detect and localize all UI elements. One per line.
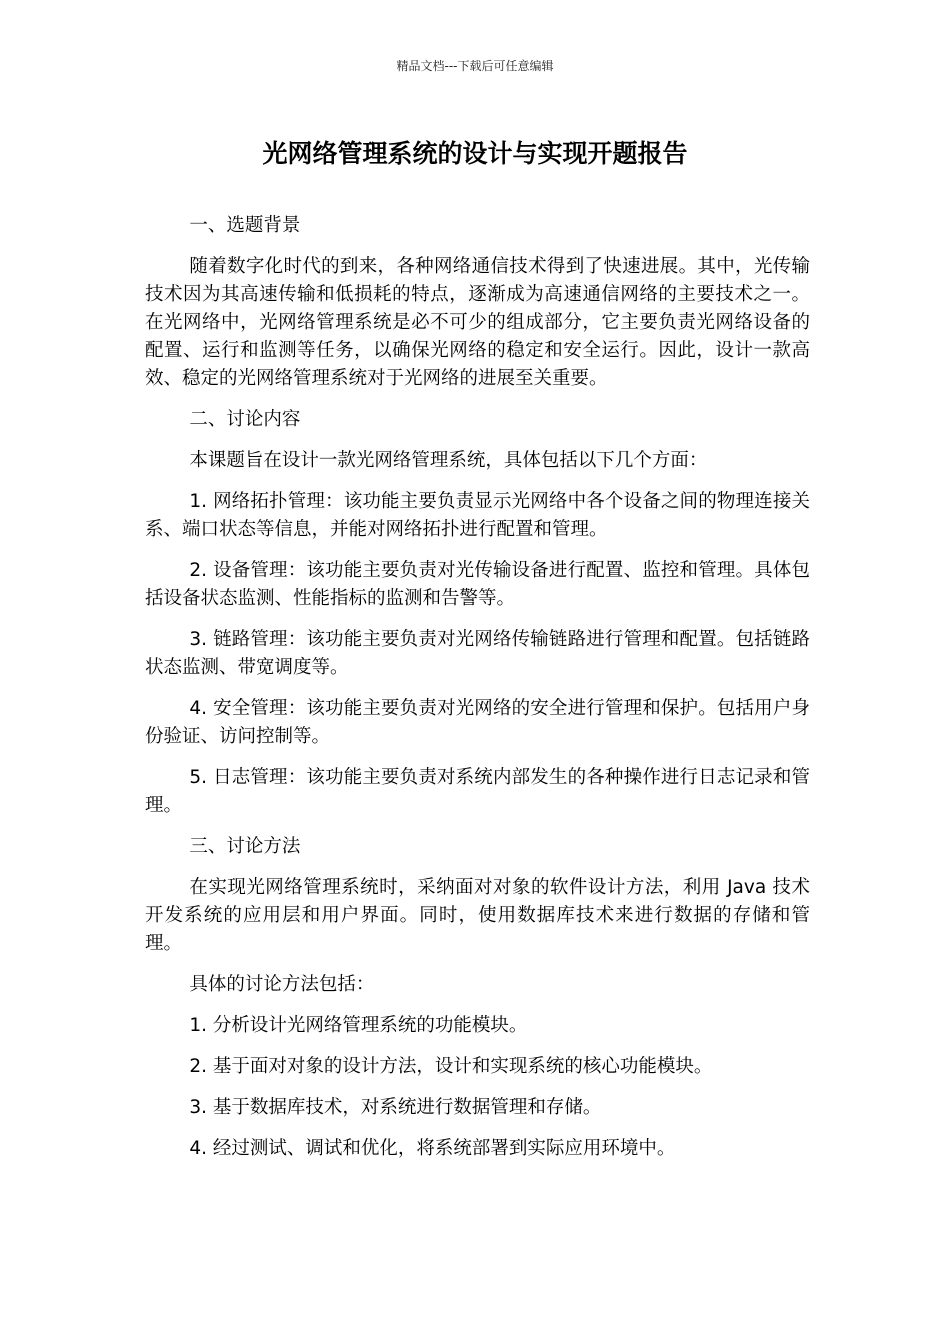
list-item-device-management: 2. 设备管理：该功能主要负责对光传输设备进行配置、监控和管理。具体包括设备状态监测、性能指标的监测和告警等。 — [145, 560, 810, 609]
list-item-method-3: 3. 基于数据库技术，对系统进行数据管理和存储。 — [189, 1097, 602, 1118]
list-item-log-management: 5. 日志管理：该功能主要负责对系统内部发生的各种操作进行日志记录和管理。 — [145, 767, 810, 816]
list-item-security-management: 4. 安全管理：该功能主要负责对光网络的安全进行管理和保护。包括用户身份验证、访问控制等。 — [145, 698, 810, 747]
paragraph-method-intro: 在实现光网络管理系统时，采纳面对对象的软件设计方法，利用 Java 技术开发系统的应用层和用户界面。同时，使用数据库技术来进行数据的存储和管理。 — [145, 877, 810, 954]
section-heading-research-method: 三、讨论方法 — [189, 836, 301, 857]
list-item-method-2: 2. 基于面对对象的设计方法，设计和实现系统的核心功能模块。 — [189, 1056, 713, 1077]
header-note: 精品文档---下载后可任意编辑 — [396, 59, 554, 73]
section-heading-research-content: 二、讨论内容 — [189, 409, 301, 430]
section-heading-background: 一、选题背景 — [189, 215, 301, 236]
paragraph-content-intro: 本课题旨在设计一款光网络管理系统，具体包括以下几个方面： — [189, 450, 708, 471]
document-title: 光网络管理系统的设计与实现开题报告 — [262, 139, 688, 168]
list-item-method-1: 1. 分析设计光网络管理系统的功能模块。 — [189, 1015, 528, 1036]
paragraph-method-list-intro: 具体的讨论方法包括： — [189, 974, 375, 995]
document-body — [145, 212, 810, 1176]
list-item-link-management: 3. 链路管理：该功能主要负责对光网络传输链路进行管理和配置。包括链路状态监测、带宽调度等。 — [145, 629, 810, 678]
list-item-method-4: 4. 经过测试、调试和优化，将系统部署到实际应用环境中。 — [189, 1138, 676, 1159]
list-item-topology-management: 1. 网络拓扑管理：该功能主要负责显示光网络中各个设备之间的物理连接关系、端口状态等信息，并能对网络拓扑进行配置和管理。 — [145, 491, 810, 540]
paragraph-background: 随着数字化时代的到来，各种网络通信技术得到了快速进展。其中，光传输技术因为其高速传输和低损耗的特点，逐渐成为高速通信网络的主要技术之一。在光网络中，光网络管理系统是必不可少的组成部分，它主要负责光网络设备的配置、运行和监测等任务，以确保光网络的稳定和安全运行。因此，设计一款高效、稳定的光网络管理系统对于光网络的进展至关重要。 — [145, 256, 810, 389]
